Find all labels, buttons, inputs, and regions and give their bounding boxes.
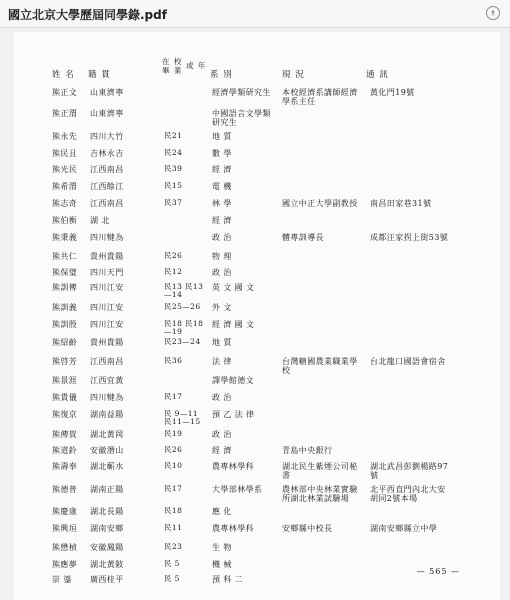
row-25-origin: 湖南安鄉 (90, 524, 124, 533)
header-year-line2: 畢 業 (162, 66, 183, 75)
row-24-year: 民18 (164, 506, 183, 515)
row-1-dept: 經濟學類研究生 (212, 88, 271, 97)
row-15-dept: 地 質 (212, 338, 232, 347)
row-25-dept: 農專林學科 (212, 524, 254, 533)
row-18-origin: 四川犍為 (90, 393, 124, 402)
row-20-origin: 湖北黃岡 (90, 430, 124, 439)
row-16-address: 台北龍口國語會宿舍 (370, 357, 446, 366)
row-19-dept: 預 乙 法 律 (212, 410, 255, 419)
row-5-year: 民39 (164, 164, 183, 173)
row-21-year: 民26 (164, 445, 183, 454)
row-22-origin: 湖北蘄水 (90, 462, 124, 471)
row-11-origin: 四川天門 (90, 268, 124, 277)
row-10-origin: 貴州貴陽 (90, 252, 124, 261)
row-22-dept: 農專林學科 (212, 462, 254, 471)
row-27-dept: 機 械 (212, 560, 232, 569)
header-dept: 系 別 (210, 70, 233, 80)
row-4-dept: 數 學 (212, 149, 232, 158)
row-13-year: 民25—26 (164, 302, 201, 311)
row-24-name: 熊慶康 (52, 507, 78, 516)
row-23-status: 農林部中央林業實驗所湖北林業試驗場 (282, 485, 358, 503)
row-2-name: 熊正渭 (52, 109, 78, 118)
row-9-dept: 政 治 (212, 233, 232, 242)
row-16-dept: 法 律 (212, 357, 232, 366)
row-14-origin: 四川江安 (90, 320, 124, 329)
row-11-dept: 政 治 (212, 268, 232, 277)
row-7-year: 民37 (164, 198, 183, 207)
row-18-dept: 政 治 (212, 393, 232, 402)
row-24-dept: 應 化 (212, 507, 232, 516)
row-14-dept: 經 濟 國 文 (212, 320, 255, 329)
row-18-year: 民17 (164, 392, 183, 401)
row-7-dept: 林 學 (212, 199, 232, 208)
row-17-dept: 譯學館德文 (212, 376, 254, 385)
row-12-dept: 英 文 國 文 (212, 283, 255, 292)
header-address: 通 訊 (366, 70, 389, 80)
row-3-name: 熊永先 (52, 132, 78, 141)
row-10-year: 民26 (164, 251, 183, 260)
header-status: 現 況 (282, 70, 305, 80)
row-26-year: 民23 (164, 542, 183, 551)
row-26-origin: 安徽鳳陽 (90, 543, 124, 552)
row-9-address: 成都汪家拐上街53號 (370, 233, 449, 242)
row-24-origin: 湖北長陽 (90, 507, 124, 516)
viewer-toolbar (0, 0, 510, 28)
row-16-year: 民36 (164, 356, 183, 365)
row-6-origin: 江西餘江 (90, 182, 124, 191)
row-19-year: 民 9—11 民11—15 (164, 409, 201, 426)
row-19-origin: 湖南益陽 (90, 410, 124, 419)
row-4-name: 熊民且 (52, 149, 78, 158)
row-15-origin: 貴州貴陽 (90, 338, 124, 347)
row-23-name: 熊德普 (52, 485, 78, 494)
row-1-status: 本校經濟系講師經濟學系主任 (282, 88, 358, 106)
row-26-dept: 生 物 (212, 543, 232, 552)
row-8-origin: 湖 北 (90, 216, 110, 225)
row-14-year: 民18 民18—19 (164, 319, 204, 336)
header-origin: 籍 貫 (88, 70, 111, 80)
header-name: 姓 名 (52, 70, 75, 80)
row-9-origin: 四川犍為 (90, 233, 124, 242)
row-16-origin: 江西南昌 (90, 357, 124, 366)
row-22-status: 湖北民生紫煙公司秘書 (282, 462, 358, 480)
row-26-name: 熊懋楨 (52, 543, 78, 552)
row-27-origin: 湖北黃陂 (90, 560, 124, 569)
row-25-address: 湖南安鄉縣立中學 (370, 524, 438, 533)
row-18-name: 熊貴儀 (52, 393, 78, 402)
row-28-year: 民 5 (164, 574, 180, 583)
row-17-origin: 江西宜黃 (90, 376, 124, 385)
row-3-origin: 四川大竹 (90, 132, 124, 141)
row-9-name: 熊秉義 (52, 233, 78, 242)
row-7-status: 國立中正大學副教授 (282, 199, 358, 208)
row-12-year: 民13 民13—14 (164, 282, 204, 299)
header-year-line1: 在 校 (162, 57, 183, 66)
row-28-dept: 預 科 二 (212, 575, 244, 584)
row-20-year: 民19 (164, 429, 183, 438)
row-21-name: 熊道鈴 (52, 446, 78, 455)
row-22-year: 民10 (164, 461, 183, 470)
row-21-dept: 經 濟 (212, 446, 232, 455)
row-16-status: 台灣糖國農業職業學校 (282, 357, 358, 375)
row-21-status: 青島中央銀行 (282, 446, 333, 455)
row-11-name: 熊保璧 (52, 268, 78, 277)
row-15-year: 民23—24 (164, 337, 201, 346)
row-13-dept: 外 文 (212, 303, 232, 312)
row-2-origin: 山東濟寧 (90, 109, 124, 118)
row-10-name: 熊共仁 (52, 252, 78, 261)
row-4-origin: 吉林永吉 (90, 149, 124, 158)
row-6-year: 民15 (164, 181, 183, 190)
header-year-line3: 或 年 (186, 61, 207, 70)
row-2-dept: 中國語言文學類研究生 (212, 109, 271, 127)
row-5-origin: 江西南昌 (90, 165, 124, 174)
row-16-name: 熊啓芳 (52, 357, 78, 366)
row-28-origin: 廣西桂平 (90, 575, 124, 584)
row-14-name: 熊訓殷 (52, 320, 78, 329)
row-5-dept: 經 濟 (212, 165, 232, 174)
row-20-dept: 政 治 (212, 430, 232, 439)
compass-icon[interactable] (486, 6, 500, 20)
row-8-name: 熊伯衡 (52, 216, 78, 225)
row-3-year: 民21 (164, 131, 183, 140)
row-6-name: 熊希渭 (52, 182, 78, 191)
row-1-origin: 山東濟寧 (90, 88, 124, 97)
row-9-status: 體專訓導長 (282, 233, 324, 242)
row-27-name: 熊應夢 (52, 560, 78, 569)
row-27-year: 民 5 (164, 559, 180, 568)
row-4-year: 民24 (164, 148, 183, 157)
row-28-name: 崇 鎏 (52, 575, 72, 584)
row-25-name: 熊興垣 (52, 524, 78, 533)
row-22-name: 熊壽奉 (52, 462, 78, 471)
row-7-origin: 江西南昌 (90, 199, 124, 208)
page-number: — 565 — (416, 567, 460, 576)
row-25-status: 安鄉縣中校長 (282, 524, 333, 533)
row-7-address: 南昌田家巷31號 (370, 199, 432, 208)
row-12-origin: 四川江安 (90, 283, 124, 292)
row-13-origin: 四川江安 (90, 303, 124, 312)
row-22-address: 湖北武昌彭劉楊路97號 (370, 462, 449, 480)
row-23-address: 北平西直門內北大安胡同2號本場 (370, 485, 446, 503)
document-title: 國立北京大學歷屆同學錄.pdf (8, 8, 167, 22)
row-1-name: 熊正文 (52, 88, 78, 97)
row-5-name: 熊光民 (52, 165, 78, 174)
row-11-year: 民12 (164, 267, 183, 276)
row-23-origin: 湖南正陽 (90, 485, 124, 494)
row-3-dept: 地 質 (212, 132, 232, 141)
row-6-dept: 電 機 (212, 182, 232, 191)
row-1-address: 黃化門19號 (370, 88, 415, 97)
row-10-dept: 物 理 (212, 252, 232, 261)
row-19-name: 熊復京 (52, 410, 78, 419)
row-21-origin: 安徽潛山 (90, 446, 124, 455)
row-17-name: 熊景涯 (52, 376, 78, 385)
row-8-dept: 經 濟 (212, 216, 232, 225)
row-23-dept: 大學部林學系 (212, 485, 263, 494)
row-20-name: 熊傳賀 (52, 430, 78, 439)
row-15-name: 熊紹齡 (52, 338, 78, 347)
document-page (14, 32, 500, 600)
row-7-name: 熊志奇 (52, 199, 78, 208)
row-12-name: 熊訓傳 (52, 283, 78, 292)
row-13-name: 熊訓義 (52, 303, 78, 312)
row-23-year: 民17 (164, 484, 183, 493)
row-25-year: 民11 (164, 523, 183, 532)
